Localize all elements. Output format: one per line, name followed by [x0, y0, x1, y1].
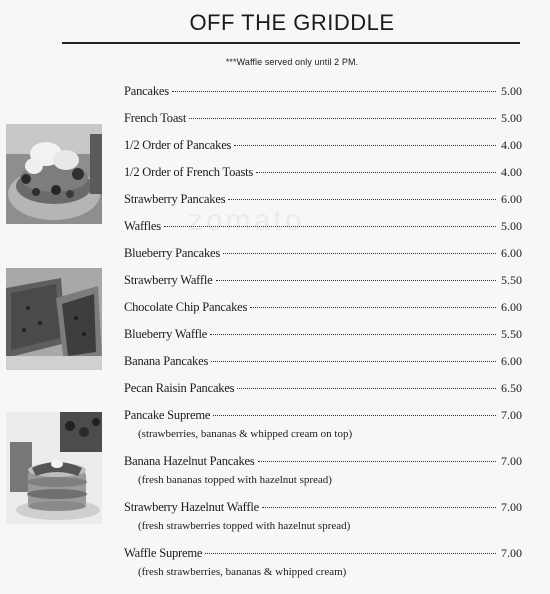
menu-item	[124, 408, 522, 440]
menu-item-row	[124, 408, 522, 426]
menu-item-name: Blueberry Waffle	[124, 327, 208, 341]
menu-item-price: 4.00	[501, 138, 522, 152]
menu-item-name: Pancake Supreme	[124, 408, 211, 422]
menu-item-row	[124, 273, 522, 291]
menu-item-name: Chocolate Chip Pancakes	[124, 300, 248, 314]
page-title: OFF THE GRIDDLE	[189, 10, 395, 35]
menu-item-row	[124, 546, 522, 564]
menu-item-name: Waffle Supreme	[124, 546, 203, 560]
dot-leader	[258, 461, 496, 462]
dot-leader	[250, 307, 496, 308]
menu-item-name: Pancakes	[124, 84, 169, 98]
menu-item-name: Strawberry Hazelnut Waffle	[124, 500, 259, 514]
menu-item	[124, 454, 522, 486]
menu-item-name: Pecan Raisin Pancakes	[124, 381, 235, 395]
dot-leader	[234, 145, 496, 146]
title-underline	[62, 42, 520, 44]
dot-leader	[237, 388, 496, 389]
menu-item-price: 5.00	[501, 84, 522, 98]
dot-leader	[164, 226, 496, 227]
menu-item-name: Strawberry Waffle	[124, 273, 213, 287]
menu-item-description: (fresh strawberries topped with hazelnut spread)	[138, 520, 351, 532]
dot-leader	[210, 334, 496, 335]
menu-item-name: Strawberry Pancakes	[124, 192, 226, 206]
dot-leader	[223, 253, 496, 254]
menu-item-description: (fresh bananas topped with hazelnut spread)	[138, 474, 332, 486]
menu-item-row	[124, 381, 522, 399]
dot-leader	[205, 553, 496, 554]
menu-item-description: (strawberries, bananas & whipped cream on top)	[138, 428, 353, 440]
menu-item-price: 4.00	[501, 165, 522, 179]
menu-item-row	[124, 219, 522, 237]
menu-item-name: 1/2 Order of French Toasts	[124, 165, 254, 179]
menu-item-price: 7.00	[501, 454, 522, 468]
menu-item-row	[124, 327, 522, 345]
menu-item	[124, 165, 522, 183]
menu-item	[124, 354, 522, 372]
menu-item-name: Waffles	[124, 219, 161, 233]
menu-item-row	[124, 354, 522, 372]
menu-item-price: 7.00	[501, 408, 522, 422]
menu-item	[124, 246, 522, 264]
photo-pancake-stack	[6, 412, 102, 524]
dot-leader	[228, 199, 496, 200]
waffle-hours-note: ***Waffle served only until 2 PM.	[225, 57, 359, 67]
dot-leader	[189, 118, 496, 119]
dot-leader	[172, 91, 496, 92]
menu-item-price: 5.00	[501, 219, 522, 233]
menu-item-price: 7.00	[501, 500, 522, 514]
menu-item-price: 6.00	[501, 300, 522, 314]
menu-item-row	[124, 246, 522, 264]
menu-item-price: 6.00	[501, 354, 522, 368]
menu-item-row	[124, 454, 522, 472]
menu-item-row	[124, 192, 522, 210]
menu-item-price: 5.50	[501, 273, 522, 287]
menu-item-row	[124, 84, 522, 102]
menu-item-name: Banana Pancakes	[124, 354, 209, 368]
menu-item-row	[124, 111, 522, 129]
menu-item	[124, 111, 522, 129]
menu-item	[124, 381, 522, 399]
dot-leader	[216, 280, 496, 281]
menu-item	[124, 327, 522, 345]
menu-item	[124, 273, 522, 291]
photo-french-toast	[6, 268, 102, 370]
menu-item-row	[124, 500, 522, 518]
menu-item	[124, 219, 522, 237]
menu-item-price: 6.50	[501, 381, 522, 395]
menu-item-description: (fresh strawberries, bananas & whipped cream)	[138, 566, 347, 578]
menu-item	[124, 546, 522, 578]
menu-item-row	[124, 138, 522, 156]
menu-item-price: 5.50	[501, 327, 522, 341]
menu-item-name: French Toast	[124, 111, 187, 125]
dot-leader	[213, 415, 496, 416]
menu-item	[124, 84, 522, 102]
menu-item	[124, 300, 522, 318]
menu-item	[124, 138, 522, 156]
dot-leader	[211, 361, 496, 362]
dot-leader	[256, 172, 496, 173]
menu-item-name: Banana Hazelnut Pancakes	[124, 454, 255, 468]
menu-item-row	[124, 300, 522, 318]
menu-item-price: 6.00	[501, 192, 522, 206]
menu-item-name: 1/2 Order of Pancakes	[124, 138, 232, 152]
menu-item-row	[124, 165, 522, 183]
menu-item	[124, 500, 522, 532]
menu-item-name: Blueberry Pancakes	[124, 246, 221, 260]
menu-item-price: 5.00	[501, 111, 522, 125]
menu-item-price: 6.00	[501, 246, 522, 260]
menu-item	[124, 192, 522, 210]
photo-pancakes-whipped-cream	[6, 124, 102, 224]
watermark: zomato	[188, 204, 305, 237]
menu-item-price: 7.00	[501, 546, 522, 560]
dot-leader	[262, 507, 496, 508]
